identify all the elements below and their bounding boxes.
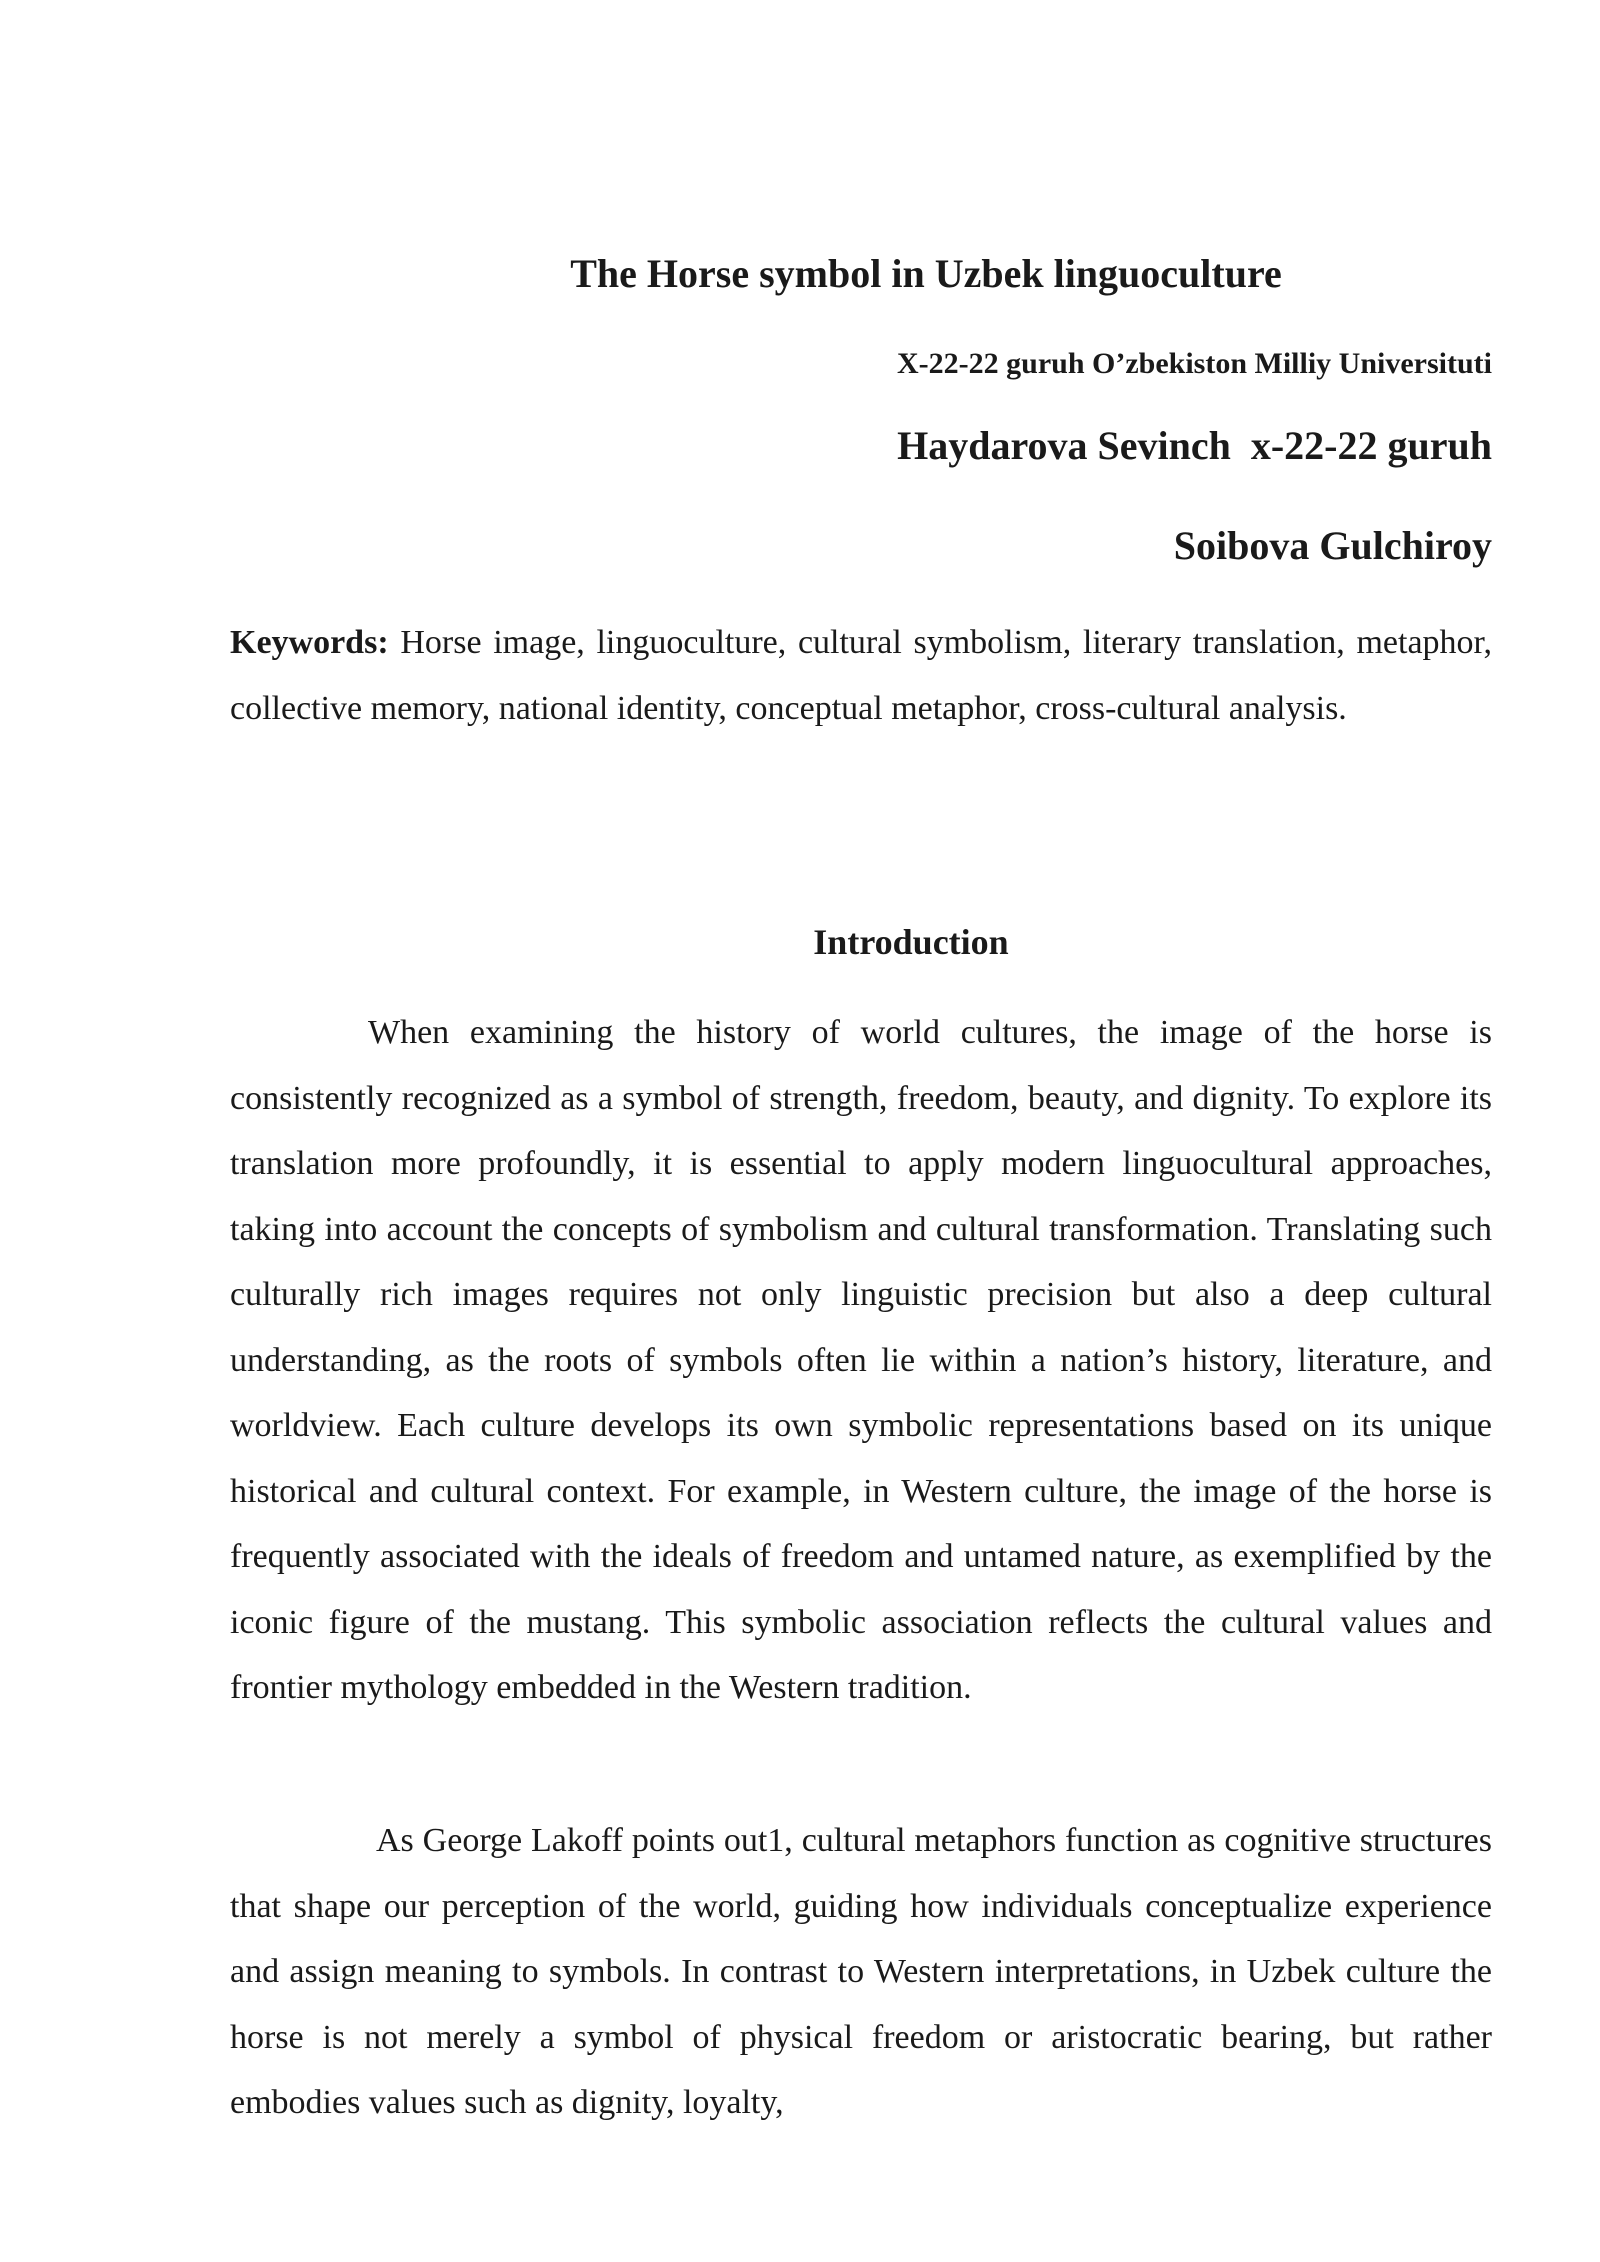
keywords-label: Keywords: (230, 624, 389, 661)
keywords-text: Horse image, linguoculture, cultural symbolism, literary translation, metaphor, collective memory, national identity, conceptual metaphor, cross-cultural analysis. (230, 624, 1492, 727)
body-paragraph: As George Lakoff points out1, cultural metaphors function as cognitive structures that shape our perception of the world, guiding how individuals conceptualize experience and assign meaning to symbols. In contrast to Western interpretations, in Uzbek culture the horse is not merely a symbol of physical freedom or aristocratic bearing, but rather embodies values such as dignity, loyalty, (230, 1822, 1492, 2121)
author-name-2: Soibova Gulchiroy (1173, 523, 1492, 568)
author-name-1: Haydarova Sevinch x-22-22 guruh (897, 423, 1492, 468)
body-paragraph: When examining the history of world cultures, the image of the horse is consistently recognized as a symbol of strength, freedom, beauty, and dignity. To explore its translation more profoundly, it is essential to apply modern linguocultural approaches, taking into account the concepts of symbolism and cultural transformation. Translating such culturally rich images requires not only linguistic precision but also a deep cultural understanding, as the roots of symbols often lie within a nation’s history, literature, and worldview. Each culture develops its own symbolic representations based on its unique historical and cultural context. For example, in Western culture, the image of the horse is frequently associated with the ideals of freedom and untamed nature, as exemplified by the iconic figure of the mustang. This symbolic association reflects the cultural values and frontier mythology embedded in the Western tradition. (230, 1014, 1492, 1706)
document-title: The Horse symbol in Uzbek linguoculture (570, 251, 1282, 296)
keywords-block (230, 610, 1492, 742)
section-heading-introduction: Introduction (813, 922, 1009, 962)
author-affiliation: X-22-22 guruh O’zbekiston Milliy Universituti (896, 347, 1492, 380)
